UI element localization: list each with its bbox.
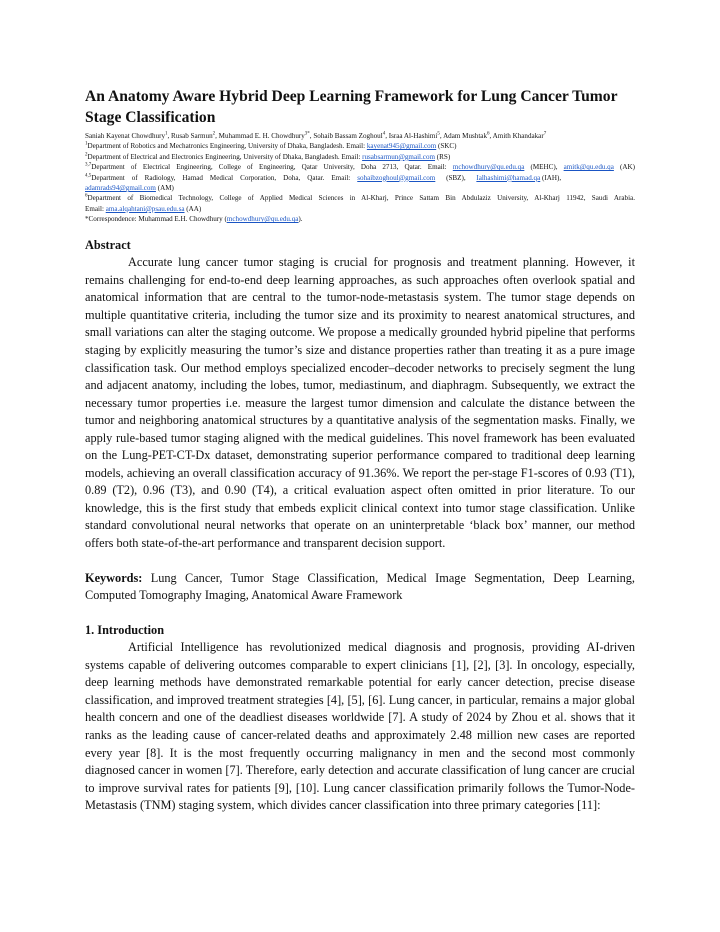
author-sup: 4: [382, 131, 386, 137]
email-link[interactable]: Ialhashimi@hamad.qa: [476, 173, 541, 182]
affiliation-4-continued: [85, 183, 635, 193]
affiliation-1: [85, 141, 635, 151]
intro-body: Artificial Intelligence has revolutionized medical diagnosis and prognosis, providing AI-driven systems capable of delivering outcomes comparable to expert clinicians [1], [2], [3]. In oncology, especially, deep learning methods have demonstrated remarkable potential for early cancer detection, precise disease classification, and improved treatment strategies [4], [5], [6]. Lung cancer, in particular, remains a major global health concern and one of the deadliest diseases worldwide [7]. A study of 2024 by Zhou et al. shows that it ranks as the leading cause of cancer-related deaths and approximately 2.48 million new cases are reported every year [8]. It is the most frequently occurring malignancy in men and the second most commonly diagnosed cancer in women [7]. Therefore, early detection and accurate classification of lung cancer are crucial to improve survival rates for patients [9], [10]. Lung cancer classification primarily follows the Tumor-Node-Metastasis (TNM) staging system, which divides cancer classification into three primary categories [11]:: [85, 640, 635, 813]
author-list: Saniah Kayenat Chowdhury$^1$, Rusab Sarmun$^2$, Muhammad E. H. Chowdhury$^{3*}$, Sohaib Bassam Zoghoul$^4$, Israa Al-Hashimi$^5$, Adam Mushtak$^6$, Amith Khandakar$^7$: [85, 131, 547, 140]
affiliation-6: [85, 193, 635, 203]
affiliation-text: Department of Electrical and Electronics Engineering, University of Dhaka, Bangladesh. Email:: [87, 152, 363, 161]
affiliation-tag: (SBZ),: [435, 173, 477, 182]
email-link[interactable]: mchowdhury@qu.edu.qa: [226, 215, 299, 224]
affiliation-sup: 2: [85, 152, 88, 158]
keywords-label: Keywords:: [85, 570, 143, 585]
keywords-paragraph: [85, 570, 635, 605]
affiliation-tag: (RS): [435, 152, 451, 161]
paper-title: An Anatomy Aware Hybrid Deep Learning Framework for Lung Cancer Tumor Stage Classification: [85, 88, 618, 126]
author-name: Adam Mushtak: [443, 132, 488, 140]
paper-page: [85, 86, 635, 815]
author-sup: 3*: [304, 131, 310, 137]
affiliation-tag: (AK): [613, 163, 635, 172]
affiliation-sup: 3,7: [85, 162, 92, 168]
affiliation-tag: (MEHC),: [524, 163, 564, 172]
affiliation-tag: (AM): [155, 184, 174, 193]
abstract-body: Accurate lung cancer tumor staging is crucial for prognosis and treatment planning. However, it remains challenging for end-to-end deep learning approaches, as such approaches often overlook spatial and anatomical information that are central to the tumor-node-metastasis system. The tumor stage depends on multiple quantitative criteria, including the tumor size and its proximity to nearest anatomical structures, and small variations can alter the staging outcome. We propose a medically grounded hybrid pipeline that performs staging by explicitly measuring the tumor’s size and distance properties rather than treating it as a pure image classification task. Our method employs specialized encoder–decoder networks to precisely segment the lung and adjacent anatomy, including the lobes, tumor, mediastinum, and diaphragm. Subsequently, we extract the necessary tumor properties i.e. measure the largest tumor dimension and calculate the distance between the tumor and neighboring anatomical structures by a quantitative analysis of the segmentation masks. Finally, we apply rule-based tumor staging aligned with the medical guidelines. This novel framework has been evaluated on the Lung-PET-CT-Dx dataset, demonstrating superior performance compared to traditional deep learning models, achieving an overall classification accuracy of 91.36%. We report the per-stage F1-scores of 0.93 (T1), 0.89 (T2), 0.96 (T3), and 0.90 (T4), a critical evaluation aspect often omitted in prior literature. To our knowledge, this is the first study that embeds explicit clinical context into tumor stage classification. Unlike standard convolutional neural networks that operate on an uninterpretable ‘black box’ manner, our method offers both state-of-the-art performance and transparent decision support.: [85, 255, 635, 550]
author-name: Amith Khandakar: [492, 132, 544, 140]
affiliation-6-continued: [85, 204, 635, 214]
author-name: Israa Al-Hashimi: [388, 132, 438, 140]
affiliation-tag: (SKC): [436, 142, 457, 151]
intro-heading: 1. Introduction: [85, 622, 165, 637]
affiliation-2: [85, 152, 635, 162]
affiliation-tag: (IAH),: [540, 173, 562, 182]
affiliation-text: Department of Electrical Engineering, College of Engineering, Qatar University, Doha 2713, Qatar. Email:: [91, 163, 453, 172]
email-link[interactable]: amitk@qu.edu.qa: [563, 163, 614, 172]
correspondence-end: ).: [298, 215, 303, 224]
affiliation-3: [85, 162, 635, 172]
affiliation-4: [85, 173, 635, 183]
email-link[interactable]: rusabsarmun@gmail.com: [362, 152, 436, 161]
email-link[interactable]: sohaibzoghoul@gmail.com: [357, 173, 436, 182]
affiliation-text: Department of Radiology, Hamad Medical Corporation, Doha, Qatar. Email:: [91, 173, 358, 182]
author-name: Sohaib Bassam Zoghoul: [313, 132, 383, 140]
correspondence-line: [85, 214, 635, 224]
author-name: Muhammad E. H. Chowdhury: [218, 132, 305, 140]
author-sup: 1: [165, 131, 168, 137]
email-link[interactable]: mchowdhury@qu.edu.qa: [452, 163, 525, 172]
email-link[interactable]: kayenat945@gmail.com: [366, 142, 437, 151]
affiliation-sup: 6: [85, 194, 88, 200]
affiliation-tag: (AA): [184, 204, 202, 213]
affiliation-text: Department of Biomedical Technology, College of Applied Medical Sciences in Al-Kharj, Prince Sattam Bin Abdulaziz University, Al-Kharj 11942, Saudi Arabia.: [87, 194, 635, 203]
abstract-heading: Abstract: [85, 237, 131, 252]
author-name: Saniah Kayenat Chowdhury: [85, 132, 165, 140]
correspondence-text: *Correspondence: Muhammad E.H. Chowdhury (: [85, 215, 227, 224]
keywords-list: Lung Cancer, Tumor Stage Classification, Medical Image Segmentation, Deep Learning, Computed Tomography Imaging, Anatomical Aware Framework: [85, 570, 635, 603]
affiliation-sup: 4,5: [85, 173, 92, 179]
email-label: Email:: [85, 204, 106, 213]
email-link[interactable]: ama.alqahtani@psau.edu.sa: [105, 204, 185, 213]
author-sup: 5: [437, 131, 440, 137]
author-name: Rusab Sarmun: [171, 132, 213, 140]
author-sup: 6: [487, 131, 490, 137]
author-block: [85, 131, 635, 225]
affiliation-sup: 1: [85, 142, 88, 148]
author-sup: 2: [212, 131, 216, 137]
email-link[interactable]: adamrads94@gmail.com: [85, 184, 156, 193]
author-sup: 7: [543, 131, 547, 137]
affiliation-text: Department of Robotics and Mechatronics Engineering, University of Dhaka, Bangladesh. Email:: [87, 142, 367, 151]
